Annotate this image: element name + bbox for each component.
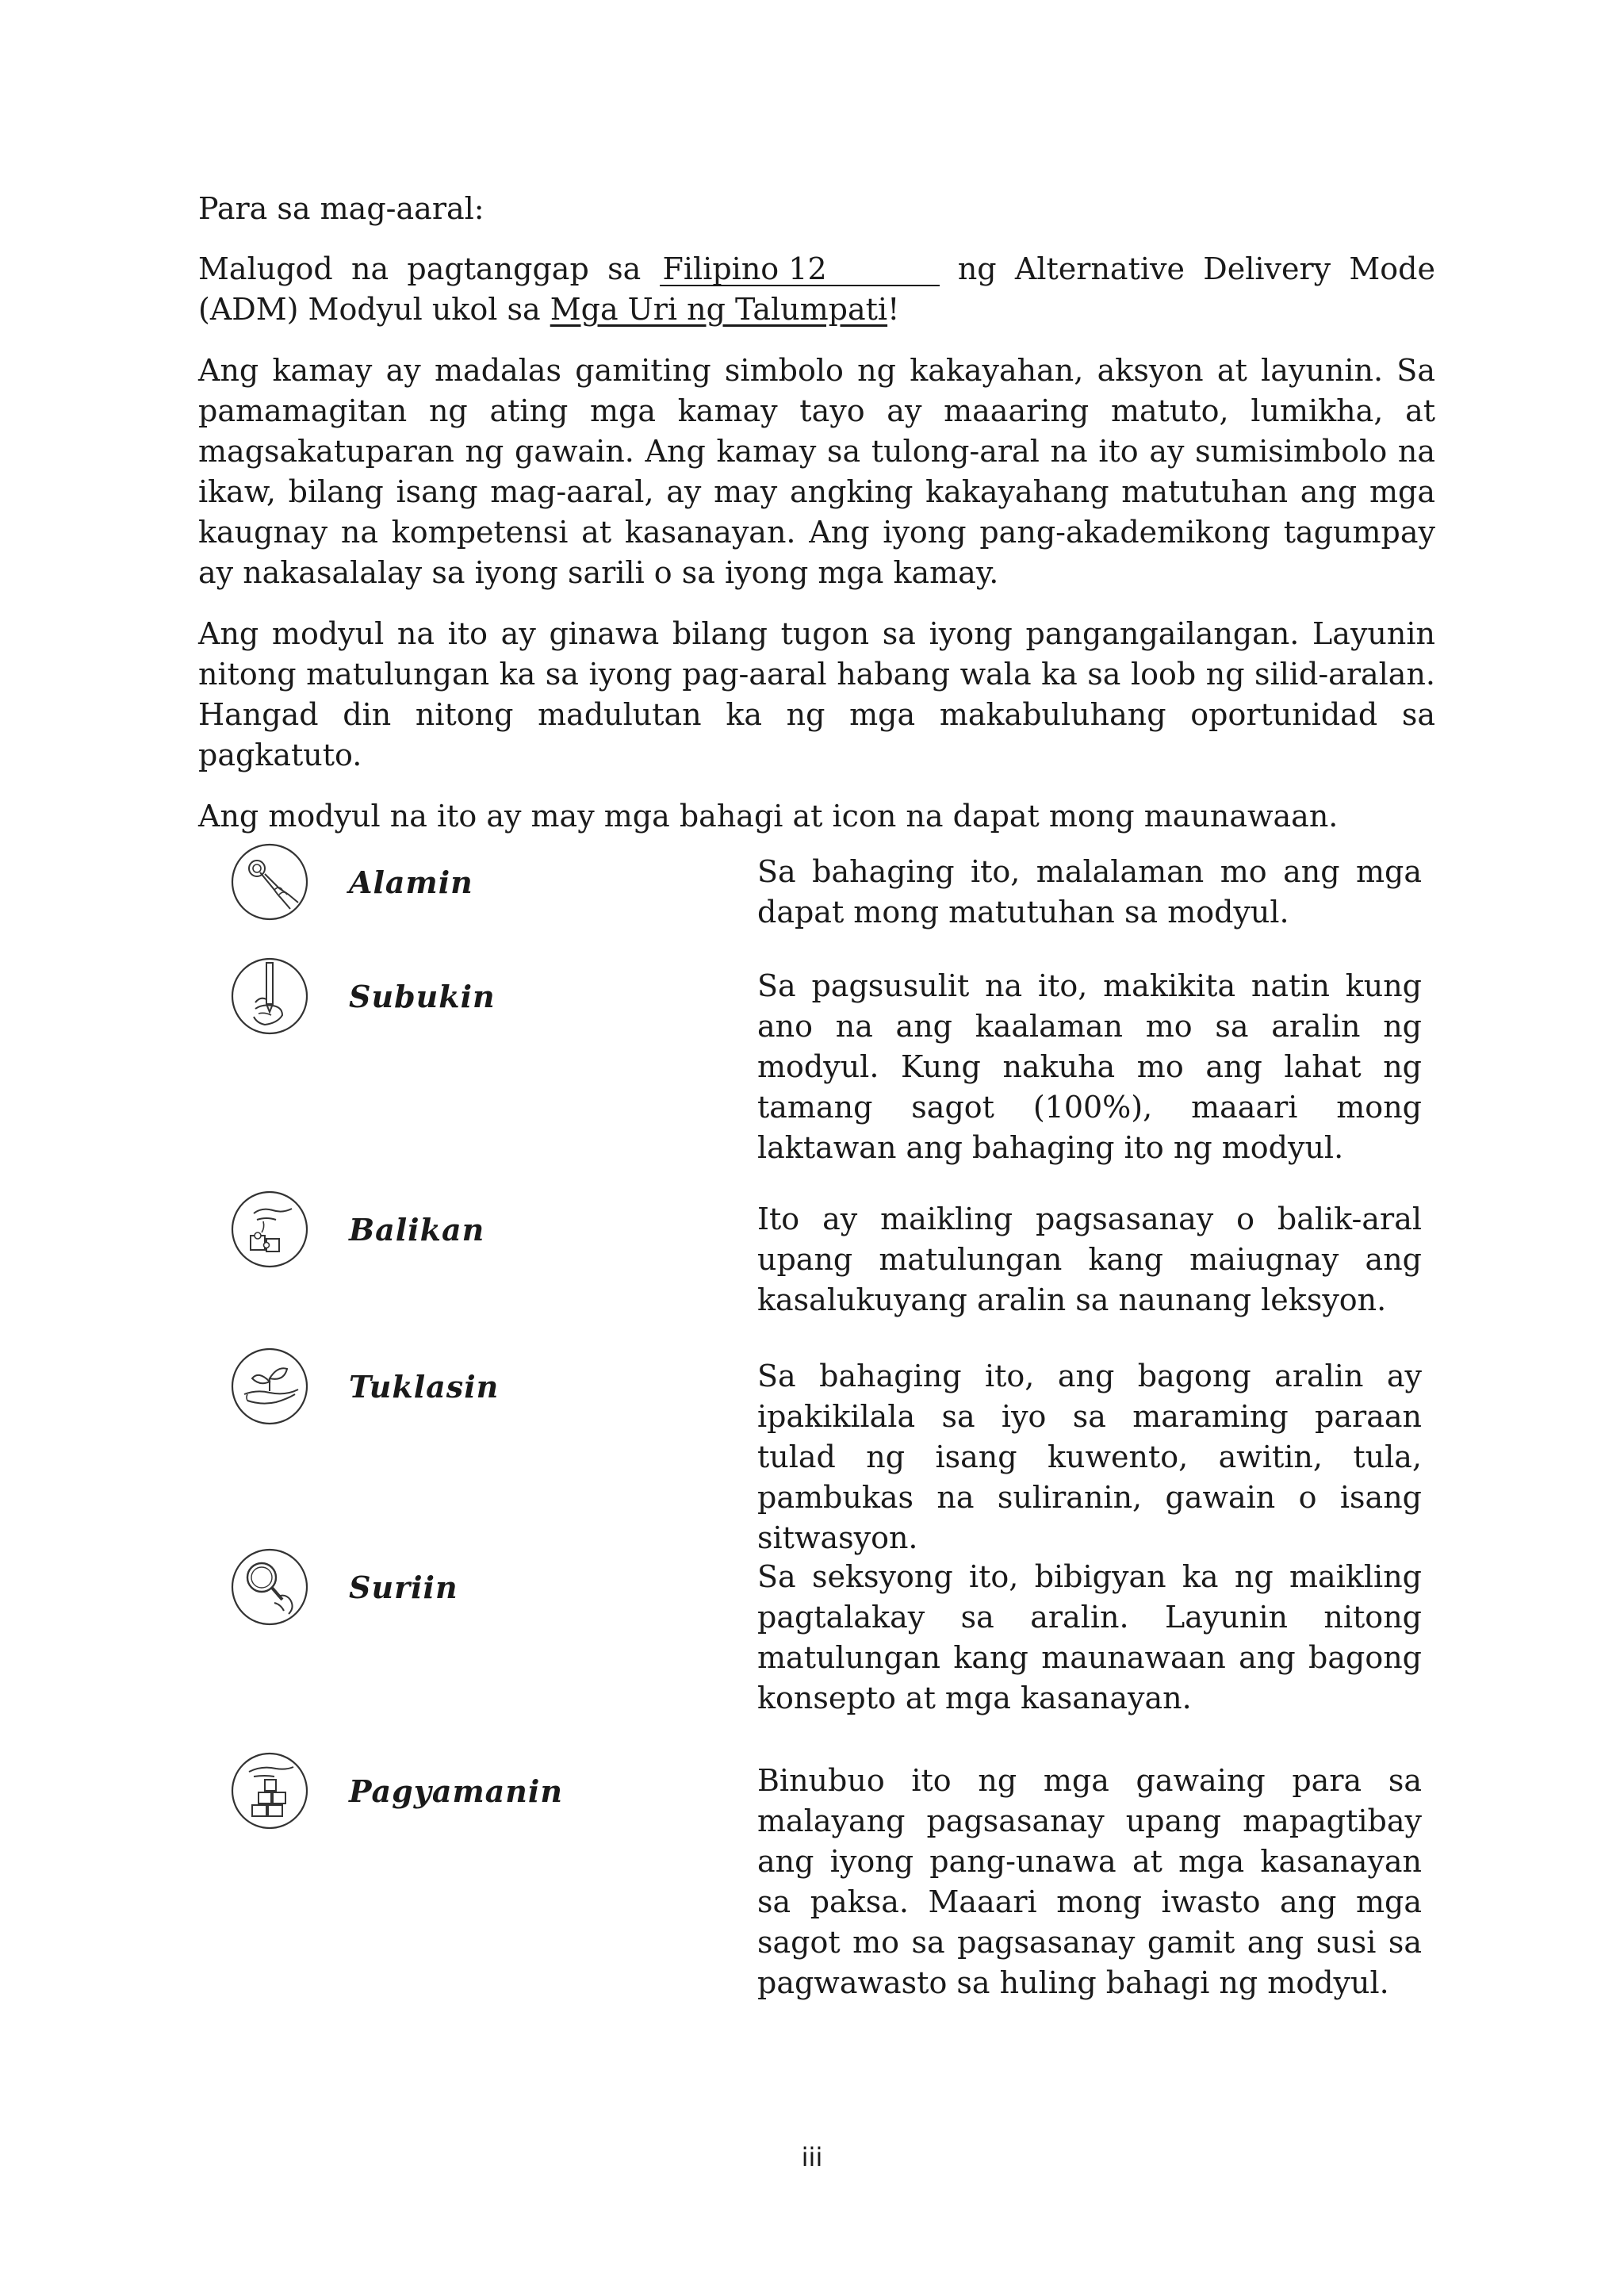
module-parts-paragraph: Ang modyul na ito ay may mga bahagi at icon na dapat mong maunawaan. — [198, 799, 1339, 834]
hand-symbol-paragraph: Ang kamay ay madalas gamiting simbolo ng kakayahan, aksyon at layunin. Sa pamamagitan ng ating mga kamay tayo ay maaaring matuto, lumikha, at magsakatuparan ng gawain. Ang kamay sa tulong-aral na ito ay sumisimbolo na ikaw, bilang isang mag-aaral, ay may angking kakayahang matutuhan ang mga kaugnay na kompetensi at kasanayan. Ang iyong pang-akademikong tagumpay ay nakasalalay sa iyong sarili o sa iyong mga kamay. — [198, 353, 1435, 590]
hand-pencil-icon — [230, 956, 309, 1036]
part-desc-alamin: Sa bahaging ito, malalaman mo ang mga dapat mong matutuhan sa modyul. — [757, 854, 1422, 930]
intro-section — [198, 189, 1435, 857]
hand-leaf-icon — [230, 1347, 309, 1426]
finger-touch-icon — [230, 842, 309, 922]
part-term-balikan: Balikan — [349, 1212, 485, 1248]
part-term-pagyamanin: Pagyamanin — [349, 1773, 563, 1809]
part-desc-pagyamanin: Binubuo ito ng mga gawaing para sa malayang pagsasanay upang mapagtibay ang iyong pang-unawa at mga kasanayan sa paksa. Maaari mong iwasto ang mga sagot mo sa pagsasanay gamit ang susi sa pagwawasto sa huling bahagi ng modyul. — [757, 1763, 1422, 2000]
part-term-alamin: Alamin — [349, 864, 473, 900]
part-desc-balikan: Ito ay maikling pagsasanay o balik-aral upang matulungan kang maiugnay ang kasalukuyang aralin sa naunang leksyon. — [757, 1202, 1422, 1317]
hand-blocks-icon — [230, 1751, 309, 1830]
subject-blank: Filipino 12 — [660, 253, 940, 286]
welcome-mid: ng Alternative Delivery Mode (ADM) Modyul ukol sa — [198, 251, 1435, 327]
part-term-tuklasin: Tuklasin — [349, 1369, 500, 1405]
part-term-suriin: Suriin — [349, 1570, 458, 1605]
part-desc-suriin: Sa seksyong ito, bibigyan ka ng maikling pagtalakay sa aralin. Layunin nitong matulungan kang maunawaan ang bagong konsepto at mga kasanayan. — [757, 1559, 1422, 1715]
welcome-end: ! — [887, 292, 900, 327]
page-number: iii — [801, 2142, 823, 2172]
module-purpose-paragraph: Ang modyul na ito ay ginawa bilang tugon sa iyong pangangailangan. Layunin nitong matulungan ka sa iyong pag-aaral habang wala ka sa loob ng silid-aralan. Hangad din nitong madulutan ka ng mga makabuluhang oportunidad sa pagkatuto. — [198, 616, 1435, 772]
part-desc-tuklasin: Sa bahaging ito, ang bagong aralin ay ipakikilala sa iyo sa maraming paraan tulad ng isang kuwento, awitin, tula, pambukas na suliranin, gawain o isang sitwasyon. — [757, 1359, 1422, 1555]
part-desc-subukin: Sa pagsusulit na ito, makikita natin kung ano na ang kaalaman mo sa aralin ng modyul. Kung nakuha mo ang lahat ng tamang sagot (100%), maaari mong laktawan ang bahaging ito ng modyul. — [757, 968, 1422, 1165]
hand-puzzle-icon — [230, 1190, 309, 1269]
welcome-pre: Malugod na pagtanggap sa — [198, 251, 642, 286]
part-term-subukin: Subukin — [349, 979, 496, 1014]
welcome-paragraph — [198, 249, 1435, 330]
magnifying-glass-icon — [230, 1547, 309, 1627]
module-topic: Mga Uri ng Talumpati — [550, 292, 888, 327]
greeting: Para sa mag-aaral: — [198, 191, 485, 226]
